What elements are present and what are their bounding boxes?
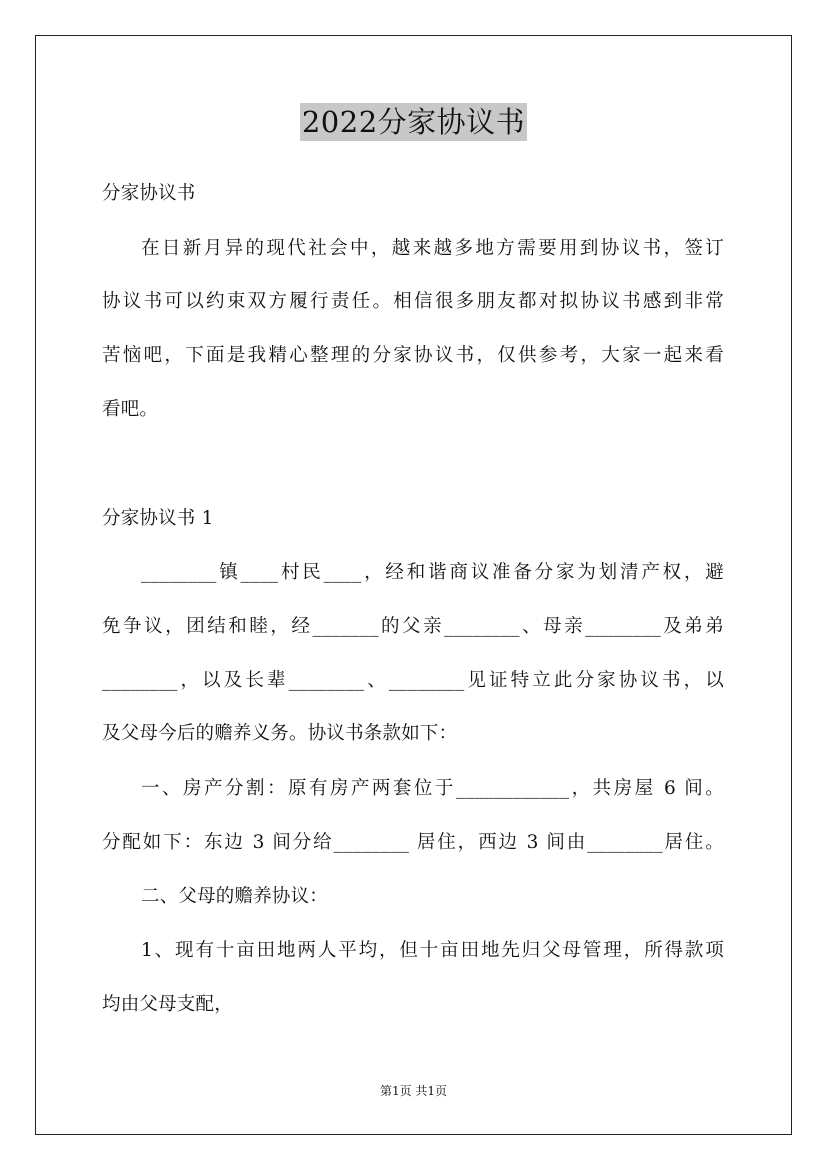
paragraph-line: 均由父母支配， <box>102 994 233 1015</box>
paragraph-line: 协议书可以约束双方履行责任。相信很多朋友都对拟协议书感到非常 <box>102 291 724 312</box>
paragraph-line: 分配如下：东边 3 间分给________ 居住，西边 3 间由________居住。 <box>102 832 724 853</box>
paragraph-line: 1、现有十亩田地两人平均，但十亩田地先归父母管理，所得款项 <box>141 940 724 961</box>
section-heading: 分家协议书 1 <box>102 508 214 529</box>
paragraph-line: 二、父母的赡养协议： <box>141 886 329 907</box>
paragraph-line: 一、房产分割：原有房产两套位于____________，共房屋 6 间。 <box>141 778 724 799</box>
paragraph-line: 苦恼吧，下面是我精心整理的分家协议书，仅供参考，大家一起来看 <box>102 345 724 366</box>
title-container <box>0 103 827 141</box>
page-footer: 第1页 共1页 <box>379 1084 448 1098</box>
section-heading: 分家协议书 <box>102 183 196 204</box>
document-title: 2022分家协议书 <box>301 105 526 139</box>
paragraph-line: 及父母今后的赡养义务。协议书条款如下： <box>102 723 458 744</box>
paragraph-line: ________，以及长辈________、________见证特立此分家协议书，以 <box>102 670 724 691</box>
paragraph-line: 看吧。 <box>102 399 159 420</box>
paragraph-line: 免争议，团结和睦，经_______的父亲________、母亲________及弟弟 <box>102 616 724 637</box>
paragraph-line: ________镇____村民____，经和谐商议准备分家为划清产权，避 <box>141 562 724 583</box>
paragraph-line: 在日新月异的现代社会中，越来越多地方需要用到协议书，签订 <box>141 238 724 259</box>
